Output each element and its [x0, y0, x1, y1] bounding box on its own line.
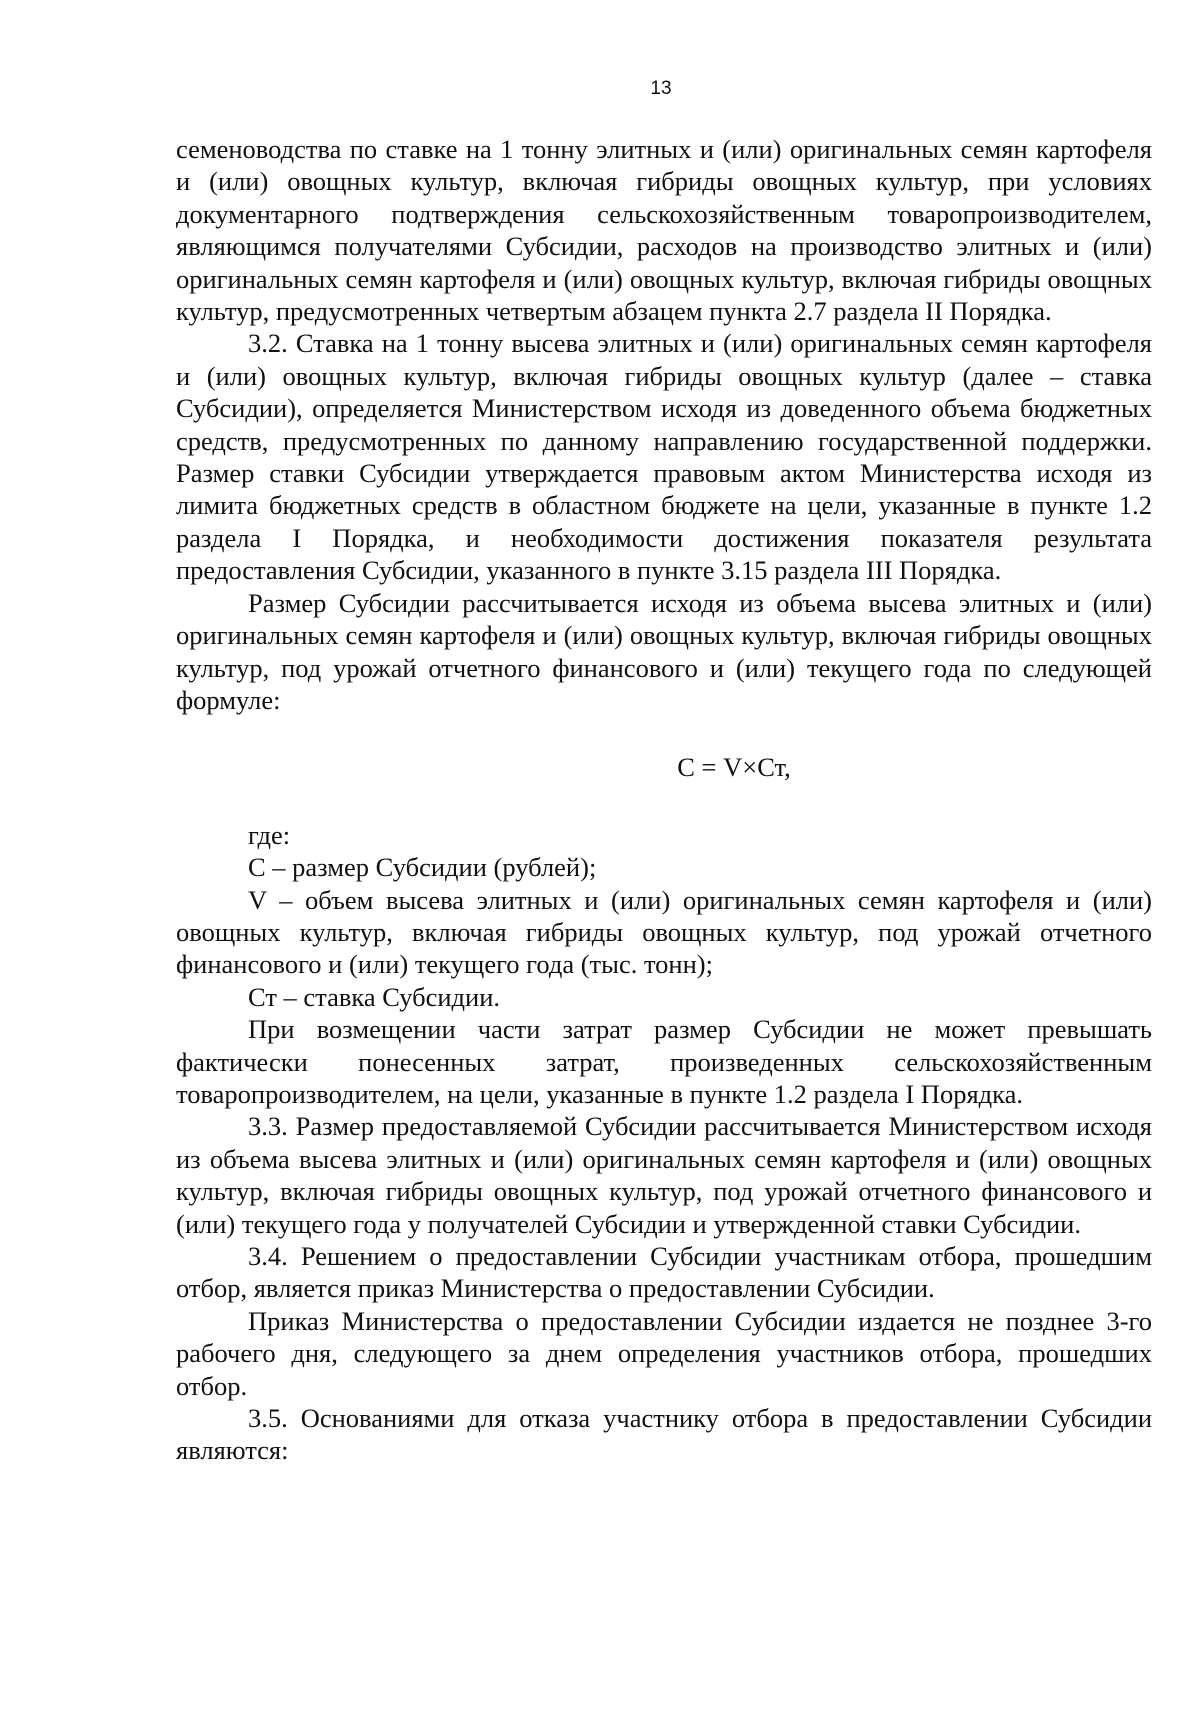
formula-where: где:: [248, 819, 291, 850]
paragraph-3-5: 3.5. Основаниями для отказа участнику отбора в предоставлении Субсидии являются:: [176, 1403, 1152, 1466]
paragraph-3-3: 3.3. Размер предоставляемой Субсидии рассчитывается Министерством исходя из объема высева элитных и (или) оригинальных семян картофеля и (или) овощных культур, включая гибриды овощных культур, под урожай отчетного финансового и (или) текущего года у получателей Субсидии и утвержденной ставки Субсидии.: [176, 1111, 1152, 1239]
definition-v: V – объем высева элитных и (или) оригинальных семян картофеля и (или) овощных культур, включая гибриды овощных культур, под урожай отчетного финансового и (или) текущего года (тыс. тонн);: [176, 884, 1152, 980]
page-number: 13: [650, 78, 672, 99]
formula: С = V×Ст,: [677, 752, 791, 783]
paragraph-order-issuance: Приказ Министерства о предоставлении Субсидии издается не позднее 3-го рабочего дня, следующего за днем определения участников отбора, прошедших отбор.: [176, 1305, 1152, 1401]
document-body: [176, 133, 1152, 1467]
definition-st: Ст – ставка Субсидии.: [248, 981, 501, 1012]
paragraph-3-4: 3.4. Решением о предоставлении Субсидии участникам отбора, прошедшим отбор, является приказ Министерства о предоставлении Субсидии.: [176, 1241, 1152, 1304]
paragraph-subsidy-calculation: Размер Субсидии рассчитывается исходя из объема высева элитных и (или) оригинальных семян картофеля и (или) овощных культур, включая гибриды овощных культур, под урожай отчетного финансового и (или) текущего года по следующей формуле:: [176, 587, 1152, 715]
definition-c: С – размер Субсидии (рублей);: [248, 852, 597, 883]
paragraph-continuation: семеноводства по ставке на 1 тонну элитных и (или) оригинальных семян картофеля и (или) овощных культур, включая гибриды овощных культур, при условиях документарного подтверждения сельскохозяйственным товаропроизводителем, являющимся получателями Субсидии, расходов на производство элитных и (или) оригинальных семян картофеля и (или) овощных культур, включая гибриды овощных культур, предусмотренных четвертым абзацем пункта 2.7 раздела II Порядка.: [176, 134, 1152, 327]
paragraph-cost-limit: При возмещении части затрат размер Субсидии не может превышать фактически понесенных затрат, произведенных сельскохозяйственным товаропроизводителем, на цели, указанные в пункте 1.2 раздела I Порядка.: [176, 1014, 1152, 1109]
paragraph-3-2: 3.2. Ставка на 1 тонну высева элитных и (или) оригинальных семян картофеля и (или) овощных культур, включая гибриды овощных культур (далее – ставка Субсидии), определяется Министерством исходя из доведенного объема бюджетных средств, предусмотренных по данному направлению государственной поддержки. Размер ставки Субсидии утверждается правовым актом Министерства исходя из лимита бюджетных средств в областном бюджете на цели, указанные в пункте 1.2 раздела I Порядка, и необходимости достижения показателя результата предоставления Субсидии, указанного в пункте 3.15 раздела III Порядка.: [176, 328, 1152, 586]
